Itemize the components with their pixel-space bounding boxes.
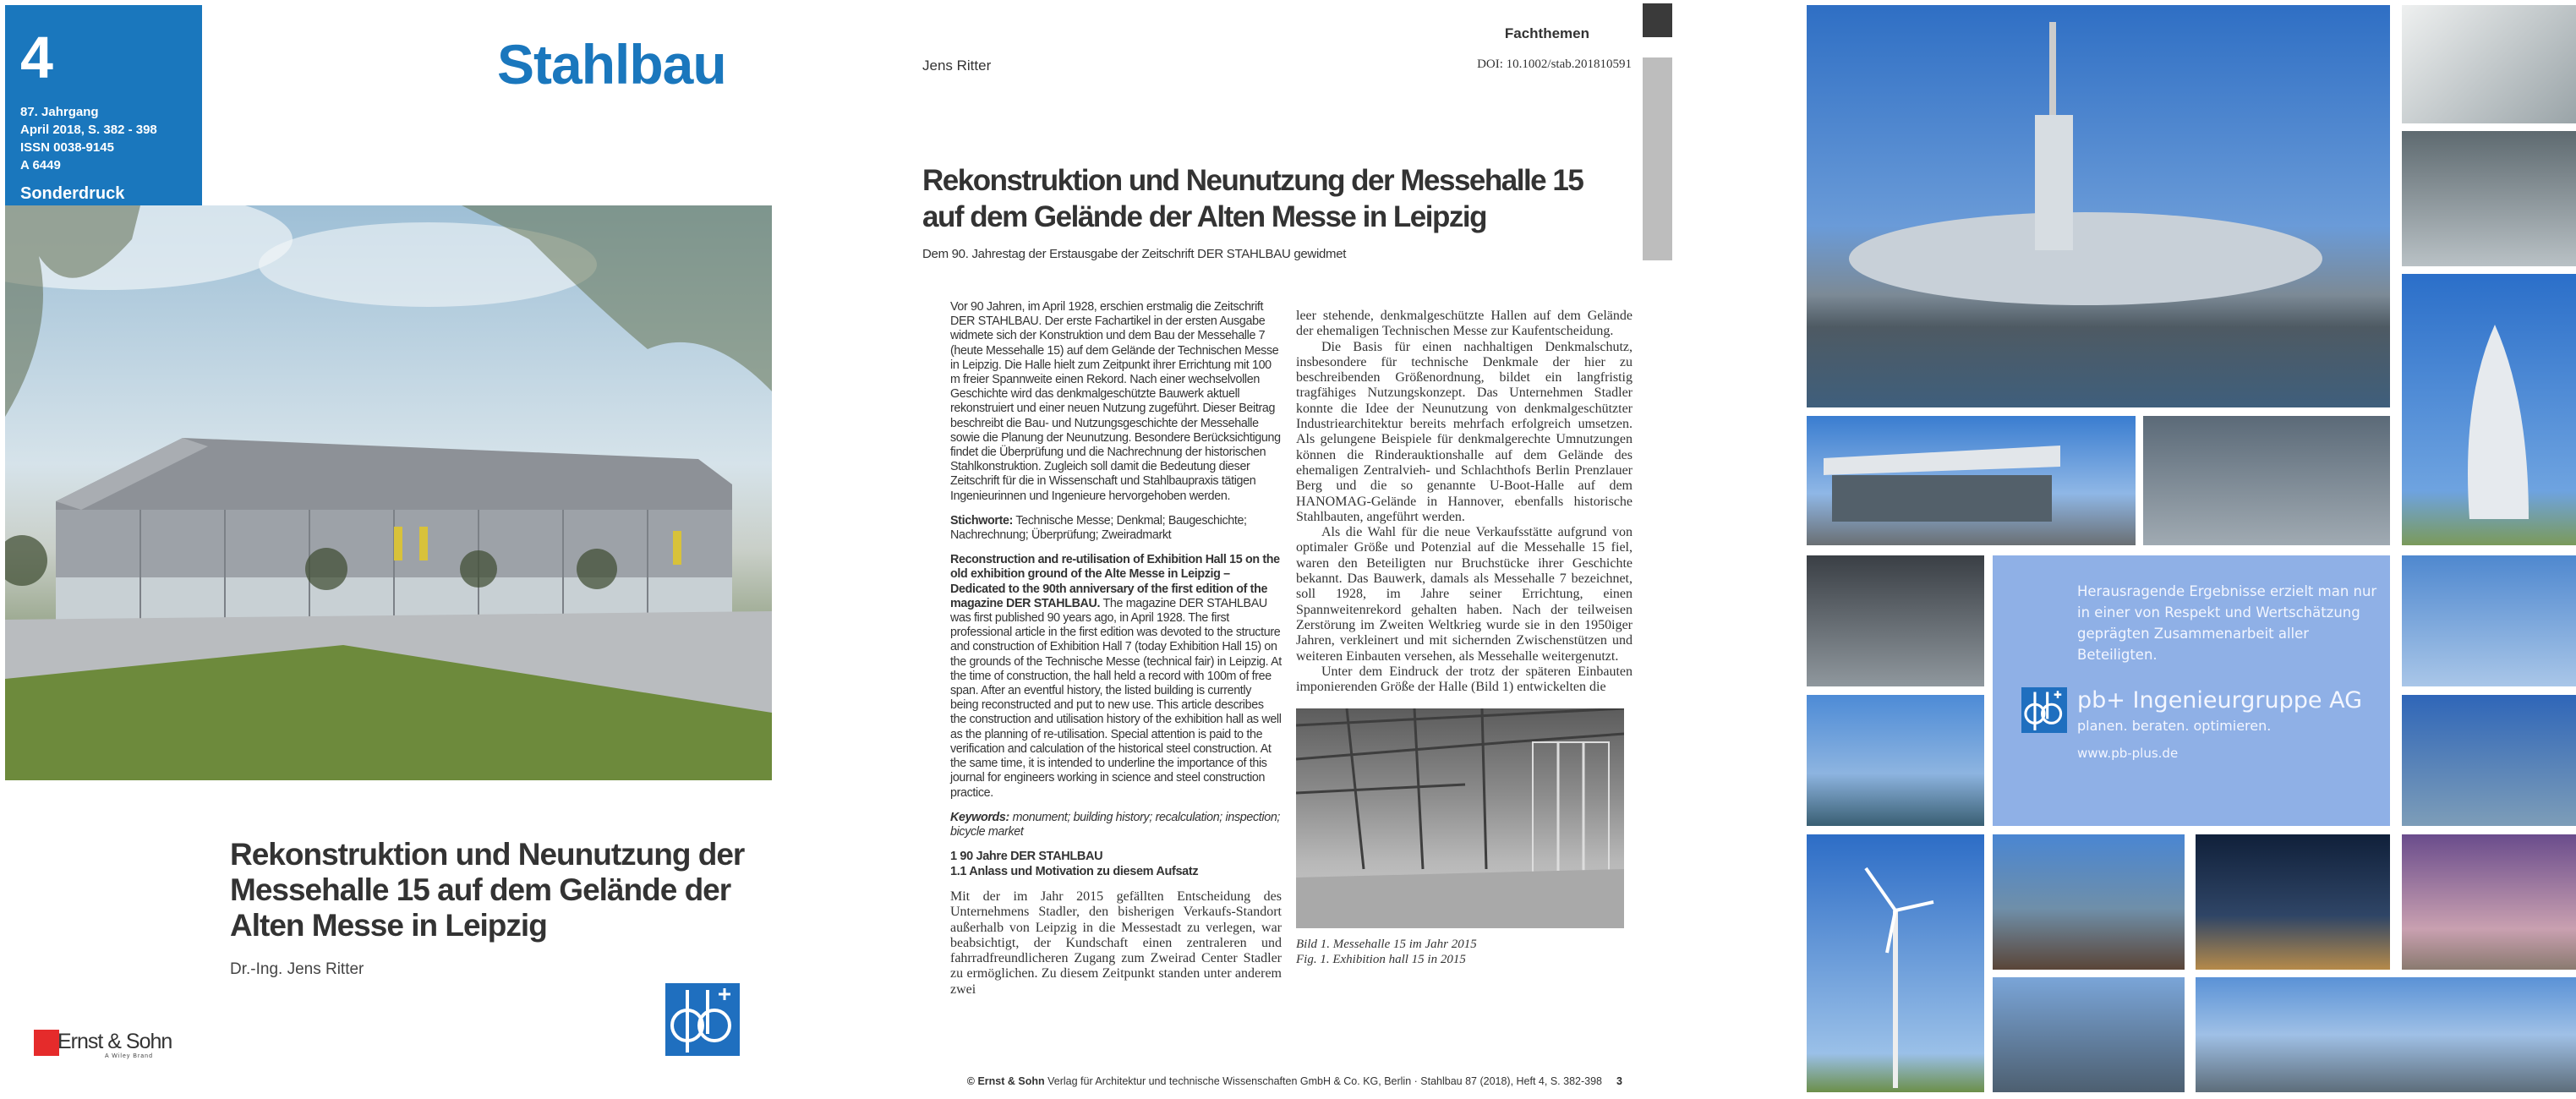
keywords-english-label: Keywords: — [950, 810, 1009, 824]
issue-date-pages: April 2018, S. 382 - 398 — [20, 123, 157, 137]
body-paragraph: leer stehende, denkmalgeschützte Hallen auf dem Gelände der ehemaligen Technischen Messe zur Kaufentscheidung. — [1296, 309, 1633, 339]
photo-pavilion — [1807, 416, 2136, 545]
postal-number: A 6449 — [20, 158, 61, 172]
issue-info-box — [5, 5, 202, 205]
edition-label: Sonderdruck — [20, 184, 125, 203]
doi: DOI: 10.1002/stab.201810591 — [1477, 57, 1632, 71]
heading-section-1-1: 1.1 Anlass und Motivation zu diesem Aufsatz — [950, 864, 1199, 878]
pb-plus-logo-icon — [665, 983, 740, 1056]
article-subtitle: Dem 90. Jahrestag der Erstausgabe der Zeitschrift DER STAHLBAU gewidmet — [922, 247, 1347, 261]
wiley-brand-text: A Wiley Brand — [105, 1053, 153, 1059]
abstract-english — [950, 553, 1282, 800]
photo-night-bridge — [2196, 834, 2390, 970]
article-title-line: Rekonstruktion und Neunutzung der Messehalle 15 — [922, 164, 1583, 197]
heading-section-1: 1 90 Jahre DER STAHLBAU — [950, 850, 1103, 864]
body-paragraph: Als die Wahl für die neue Verkaufsstätte aufgrund von optimaler Größe und Potenzial auf die Messehalle 15 fiel, waren den Beteiligten nur Bruchstücke ihrer Geschichte bekannt. Das Bauwerk, damals als Messehalle 7 bezeichnet, soll 1928, im Jahre seiner Errichtung, einen Spannweitenrekord gehalten haben. Nach der teilweisen Zerstörung im Zweiten Weltkrieg wurde sie in den 1950iger Jahren, verkleinert und mit sichernden Zwischenstützen und weiteren Einbauten versehen, als Messehalle weitergenutzt. — [1296, 525, 1633, 664]
journal-logo: Stahlbau — [497, 33, 726, 96]
section-label: Fachthemen — [1504, 25, 1589, 41]
cover-text-block — [230, 837, 771, 979]
photo-arch-bridge — [1807, 695, 1984, 826]
ad-company-name: pb+ Ingenieurgruppe AG — [2077, 687, 2363, 714]
abstract-german: Vor 90 Jahren, im April 1928, erschien erstmalig die Zeitschrift DER STAHLBAU. Der erste Fachartikel in der ersten Ausgabe widmete sich der Konstruktion und dem Bau der Messehalle 7 (heute Messehalle 15) auf dem Gelände der Technischen Messe in Leipzig. Die Halle hielt zum Zeitpunkt ihrer Errichtung mit 100 m freier Spannweite einen Rekord. Nach einer wechselvollen Geschichte wird das denkmalgeschützte Bauwerk aktuell rekonstruiert und einer neuen Nutzung zugeführt. Dieser Beitrag beschreibt die Bau- und Nutzungsgeschichte der Messehalle sowie die Planung der Neunutzung. Besondere Berücksichtigung findet die Überprüfung und die Nachrechnung der historischen Stahlkonstruktion. Zugleich soll damit die Bedeutung dieser Zeitschrift für die in Wissenschaft und Stahlbaupraxis tätigen Ingenieurinnen und Ingenieure hervorgehoben werden. — [950, 300, 1281, 503]
photo-office-building — [1993, 834, 2185, 970]
footer-text: Verlag für Architektur und technische Wissenschaften GmbH & Co. KG, Berlin · Stahlbau 87 (2018), Heft 4, S. 382-398 — [1044, 1075, 1602, 1087]
keywords-english-values: monument; building history; recalculation; inspection; bicycle market — [950, 810, 1281, 839]
body-paragraph: Die Basis für einen nachhaltigen Denkmalschutz, insbesondere für technische Denkmale der hier zu beschreibenden Größenordnung, bildet ein langfristig tragfähiges Nutzungskonzept. Das Unternehmen Stadler konnte die Idee der Neunutzung von denkmalgeschützter Industriearchitektur bereits mehrfach erfolgreich umsetzen. Als gelungene Beispiele für denkmalgerechte Umnutzungen können die Rinderauktionshalle auf dem Gelände des ehemaligen Zentralvieh- und Schlachthofs Berlin Prenzlauer Berg und die so genannte U-Boot-Halle auf dem HANOMAG-Gelände in Hannover, ebenfalls historische Stahlbauten, angeführt werden. — [1296, 339, 1633, 524]
ad-website-link[interactable]: www.pb-plus.de — [2077, 746, 2179, 761]
abstract-english-text: The magazine DER STAHLBAU was first published 90 years ago, in April 1928. The first professional article in the first edition was devoted to the structure and construction of Exhibition Hall 7 (today Exhibition Hall 15) on the grounds of the Technische Messe (technical fair) in Leipzig. At the time of construction, the hall held a record with 100m of free span. After an eventful history, the listed building is currently being reconstructed and put to new use. This article describes the construction and utilisation history of the exhibition hall as well as the planning of re-utilisation. Special attention is paid to the verification and calculation of the historical steel construction. At the same time, it is intended to underline the importance of this journal for engineers working in science and steel construction practice. — [950, 596, 1282, 800]
photo-climate-house-bremerhaven — [1807, 5, 2390, 407]
article-title — [922, 162, 1637, 235]
photo-glass-roof — [2402, 131, 2576, 266]
volume: 87. Jahrgang — [20, 105, 99, 119]
photo-hall-interior-bikes — [2143, 416, 2390, 545]
figure-caption — [1296, 937, 1633, 967]
keywords-german — [950, 514, 1282, 543]
left-column — [950, 300, 1282, 998]
ernst-sohn-logo — [34, 1030, 178, 1063]
photo-steel-roof — [1993, 977, 2185, 1092]
keywords-german-values: Technische Messe; Denkmal; Baugeschichte; Nachrechnung; Überprüfung; Zweiradmarkt — [950, 513, 1247, 543]
article-author: Jens Ritter — [922, 57, 992, 74]
photo-hangar — [1807, 555, 1984, 686]
page-footer — [967, 1075, 1602, 1087]
abstract-english-title: Reconstruction and re-utilisation of Exhibition Hall 15 on the old exhibition ground of the Alte Messe in Leipzig – Dedicated to the 90th anniversary of the first edition of the magazine DER STAHLBAU. — [950, 553, 1280, 610]
photo-sail-tower — [2402, 274, 2576, 545]
ernst-sohn-logo-text: Ernst & Sohn — [57, 1030, 172, 1053]
article-title-line: auf dem Gelände der Alten Messe in Leipzig — [922, 200, 1486, 233]
cover-title: Rekonstruktion und Neunutzung der Messehalle 15 auf dem Gelände der Alten Messe in Leipzig — [230, 837, 745, 943]
photo-cable-bridge — [2402, 555, 2576, 686]
keywords-english — [950, 811, 1282, 839]
photo-wind-turbine — [1807, 834, 1984, 1092]
cover-author: Dr.-Ing. Jens Ritter — [230, 960, 364, 978]
issn: ISSN 0038-9145 — [20, 140, 114, 155]
article-header — [922, 162, 1637, 261]
photo-modern-building — [2402, 695, 2576, 826]
ad-slogan: Herausragende Ergebnisse erzielt man nur in einer von Respekt und Wertschätzung geprägten Zusammenarbeit aller Beteiligten. — [2077, 583, 2377, 663]
pb-plus-logo-icon — [2021, 687, 2067, 733]
issue-meta — [20, 103, 187, 174]
ad-brand-block — [2077, 687, 2382, 761]
photo-lit-hall — [2402, 834, 2576, 970]
photo-glass-office — [2196, 977, 2576, 1092]
ad-tagline: planen. beraten. optimieren. — [2077, 718, 2272, 734]
caption-german: Bild 1. Messehalle 15 im Jahr 2015 — [1296, 938, 1477, 952]
cover-rendering-image — [5, 205, 772, 780]
body-paragraph: Unter dem Eindruck der trotz der späteren Einbauten imponierenden Größe der Halle (Bild 1) entwickelten die — [1296, 664, 1633, 695]
pb-plus-advertisement — [1993, 555, 2390, 826]
keywords-german-label: Stichworte: — [950, 513, 1013, 528]
page-number: 3 — [1616, 1075, 1622, 1087]
section-thumb-bar — [1643, 57, 1672, 260]
footer-brand: © Ernst & Sohn — [966, 1075, 1045, 1087]
figure-1-hall-interior-photo — [1296, 708, 1624, 928]
photo-building-facade — [2402, 5, 2576, 123]
issue-number: 4 — [20, 25, 53, 90]
ernst-sohn-red-square-icon — [34, 1030, 59, 1056]
caption-english: Fig. 1. Exhibition hall 15 in 2015 — [1296, 953, 1466, 967]
section-marker — [1643, 3, 1672, 37]
right-column — [1296, 309, 1633, 967]
body-text-left: Mit der im Jahr 2015 gefällten Entscheidung des Unternehmens Stadler, den bisherigen Verkaufs-Standort außerhalb von Leipzig in die Messestadt zu verlegen, war beabsichtigt, der Kundschaft einen zentraleren und fahrradfreundlicheren Zugang zum Zweirad Center Stadler zu ermöglichen. Zu diesem Zeitpunkt standen unter anderem zwei — [950, 888, 1282, 997]
